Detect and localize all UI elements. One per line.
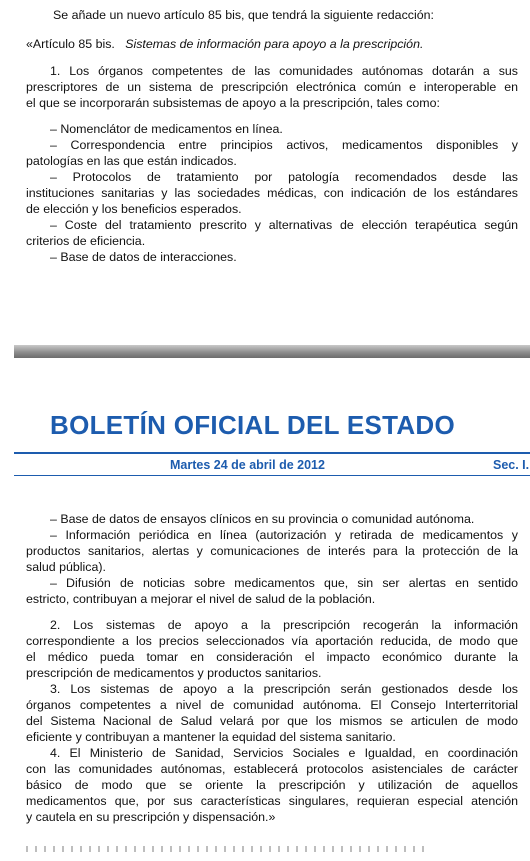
p4-line-1: con las comunidades autónomas, establecerá protocolos asistenciales de carácter [26, 762, 518, 776]
boe-title: BOLETÍN OFICIAL DEL ESTADO [50, 410, 456, 440]
p2-line-0: 2. Los sistemas de apoyo a la prescripción recogerán la información [50, 618, 518, 632]
p3-line-1: órganos competentes a nivel de comunidad autónoma. El Consejo Interterritorial [26, 698, 518, 712]
page-break-bar [14, 345, 530, 358]
p4-line-2: básico de modo que se oriente la prescripción y utilización de aquellos [26, 778, 518, 792]
list-item-informacion-cont-1: productos sanitarios, alertas y comunicaciones de interés para la protección de la [26, 544, 518, 558]
list-item-coste: – Coste del tratamiento prescrito y alternativas de elección terapéutica según [50, 218, 518, 232]
p2-line-1: correspondiente a los precios seleccionados vía aportación reducida, de modo que [26, 634, 518, 648]
p2-line-3: prescripción de medicamentos y productos sanitarios. [26, 666, 322, 680]
boe-date: Martes 24 de abril de 2012 [170, 458, 325, 472]
cut-off-text-line [26, 846, 426, 852]
p3-line-2: del Sistema Nacional de Salud velará por que los mismos se articulen de modo [26, 714, 518, 728]
list-item-correspondencia: – Correspondencia entre principios activos, medicamentos disponibles y [50, 138, 518, 152]
list-item-ensayos: – Base de datos de ensayos clínicos en su provincia o comunidad autónoma. [50, 512, 475, 526]
p3-line-0: 3. Los sistemas de apoyo a la prescripción serán gestionados desde los [50, 682, 518, 696]
list-item-difusion: – Difusión de noticias sobre medicamentos que, sin ser alertas en sentido [50, 576, 518, 590]
article-title: Sistemas de información para apoyo a la prescripción. [125, 37, 424, 51]
p4-line-4: y cautela en su prescripción y dispensación.» [26, 810, 276, 824]
list-item-coste-cont: criterios de eficiencia. [26, 234, 146, 248]
list-item-correspondencia-cont: patologías en las que están indicados. [26, 154, 237, 168]
header-rule-top [14, 452, 530, 454]
p1-line-1: prescriptores de un sistema de prescripción electrónica común e interoperable en [26, 80, 518, 94]
p2-line-2: el médico pueda tomar en consideración el impacto económico durante la [26, 650, 518, 664]
list-item-interacciones: – Base de datos de interacciones. [50, 250, 237, 264]
p1-line-0: 1. Los órganos competentes de las comunidades autónomas dotarán a sus [50, 64, 518, 78]
p4-line-3: medicamentos que, por sus características singulares, requieran especial atención [26, 794, 518, 808]
list-item-nomenclator: – Nomenclátor de medicamentos en línea. [50, 122, 283, 136]
boe-section: Sec. I. [493, 458, 530, 472]
p1-line-2: el que se incorporarán subsistemas de apoyo a la prescripción, tales como: [26, 96, 440, 110]
p3-line-3: eficiente y contribuyan a mantener la equidad del sistema sanitario. [26, 730, 396, 744]
list-item-informacion: – Información periódica en línea (autorización y retirada de medicamentos y [50, 528, 518, 542]
list-item-protocolos-cont-1: instituciones sanitarias y las sociedades médicas, con indicación de los estándares [26, 186, 518, 200]
list-item-protocolos-cont-2: de elección y los beneficios esperados. [26, 202, 242, 216]
list-item-informacion-cont-2: salud pública). [26, 560, 106, 574]
intro-line: Se añade un nuevo artículo 85 bis, que tendrá la siguiente redacción: [53, 8, 434, 22]
p4-line-0: 4. El Ministerio de Sanidad, Servicios Sociales e Igualdad, en coordinación [50, 746, 518, 760]
article-heading [26, 36, 423, 52]
list-item-difusion-cont: estricto, contribuyan a mejorar el nivel de salud de la población. [26, 592, 376, 606]
header-rule-bottom [14, 475, 530, 476]
article-label: «Artículo 85 bis. [26, 37, 115, 51]
list-item-protocolos: – Protocolos de tratamiento por patología recomendados desde las [50, 170, 518, 184]
